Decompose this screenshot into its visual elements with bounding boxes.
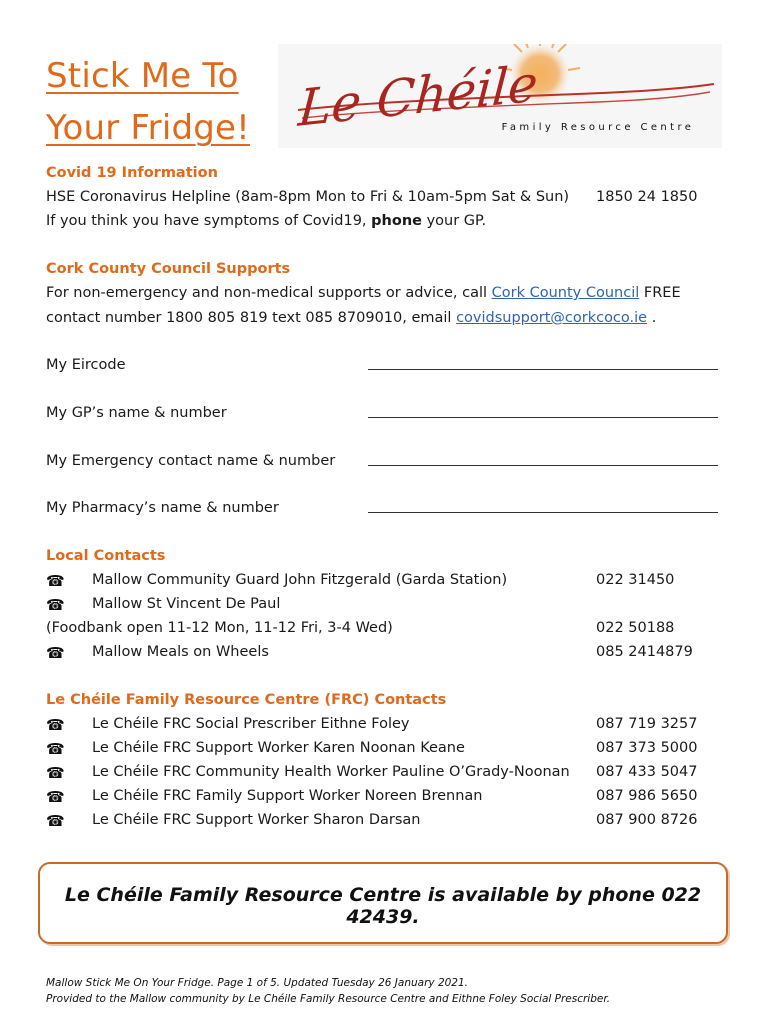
contact-svdp-name: Mallow St Vincent De Paul [92, 596, 281, 612]
frc-contact-number: 087 986 5650 [596, 788, 698, 804]
footer-line-2: Provided to the Mallow community by Le Chéile Family Resource Centre and Eithne Foley Social Prescriber. [46, 993, 611, 1005]
contact-meals-name: Mallow Meals on Wheels [92, 644, 269, 660]
phone-icon: ☎ [46, 572, 65, 590]
frc-contact-name: Le Chéile FRC Support Worker Sharon Darsan [92, 812, 421, 828]
gp-blank-line[interactable] [368, 404, 718, 418]
footer-line-1: Mallow Stick Me On Your Fridge. Page 1 of 5. Updated Tuesday 26 January 2021. [46, 977, 468, 989]
council-heading: Cork County Council Supports [46, 261, 291, 277]
contact-svdp-number: 022 50188 [596, 620, 675, 636]
title-line-2: Your Fridge! [46, 108, 251, 148]
frc-contact-name: Le Chéile FRC Community Health Worker Pauline O’Grady-Noonan [92, 764, 570, 780]
page-title [46, 50, 250, 154]
cork-county-council-link[interactable]: Cork County Council [491, 285, 640, 301]
frc-contact-number: 087 433 5047 [596, 764, 698, 780]
phone-icon: ☎ [46, 596, 65, 614]
svg-text:Le Chéile: Le Chéile [296, 53, 540, 138]
svg-text:Family Resource Centre: Family Resource Centre [501, 122, 695, 133]
contact-garda-number: 022 31450 [596, 572, 675, 588]
frc-contact-name: Le Chéile FRC Social Prescriber Eithne Foley [92, 716, 410, 732]
contact-garda-name: Mallow Community Guard John Fitzgerald (Garda Station) [92, 572, 508, 588]
phone-icon: ☎ [46, 812, 65, 830]
helpline-text: HSE Coronavirus Helpline (8am-8pm Mon to Fri & 10am-5pm Sat & Sun) [46, 189, 570, 205]
emergency-contact-label: My Emergency contact name & number [46, 453, 336, 469]
local-contacts-heading: Local Contacts [46, 548, 166, 564]
frc-contact-number: 087 900 8726 [596, 812, 698, 828]
phone-icon: ☎ [46, 716, 65, 734]
frc-contact-number: 087 719 3257 [596, 716, 698, 732]
symptoms-bold: phone [371, 213, 422, 229]
phone-icon: ☎ [46, 740, 65, 758]
frc-contacts-heading: Le Chéile Family Resource Centre (FRC) Contacts [46, 692, 447, 708]
helpline-number: 1850 24 1850 [596, 189, 698, 205]
eircode-label: My Eircode [46, 357, 126, 373]
contact-meals-number: 085 2414879 [596, 644, 693, 660]
council-line-1: For non-emergency and non-medical supports or advice, call Cork County Council FREE [46, 285, 681, 301]
phone-icon: ☎ [46, 644, 65, 662]
gp-label: My GP’s name & number [46, 405, 227, 421]
covid-heading: Covid 19 Information [46, 165, 218, 181]
pharmacy-label: My Pharmacy’s name & number [46, 500, 279, 516]
phone-icon: ☎ [46, 788, 65, 806]
phone-icon: ☎ [46, 764, 65, 782]
phone-callout-box [38, 862, 728, 944]
eircode-blank-line[interactable] [368, 356, 718, 370]
frc-contact-name: Le Chéile FRC Support Worker Karen Noonan Keane [92, 740, 465, 756]
callout-text: Le Chéile Family Resource Centre is available by phone 022 42439. [64, 884, 702, 928]
frc-contact-number: 087 373 5000 [596, 740, 698, 756]
pharmacy-blank-line[interactable] [368, 499, 718, 513]
symptoms-text: If you think you have symptoms of Covid19, phone your GP. [46, 213, 487, 229]
council-line-2: contact number 1800 805 819 text 085 8709010, email covidsupport@corkcoco.ie . [46, 310, 657, 326]
covidsupport-email-link[interactable]: covidsupport@corkcoco.ie [456, 310, 648, 326]
le-cheile-logo [278, 44, 722, 148]
title-line-1: Stick Me To [46, 56, 239, 96]
frc-contact-name: Le Chéile FRC Family Support Worker Noreen Brennan [92, 788, 483, 804]
emergency-contact-blank-line[interactable] [368, 452, 718, 466]
contact-svdp-note: (Foodbank open 11-12 Mon, 11-12 Fri, 3-4 Wed) [46, 620, 393, 636]
